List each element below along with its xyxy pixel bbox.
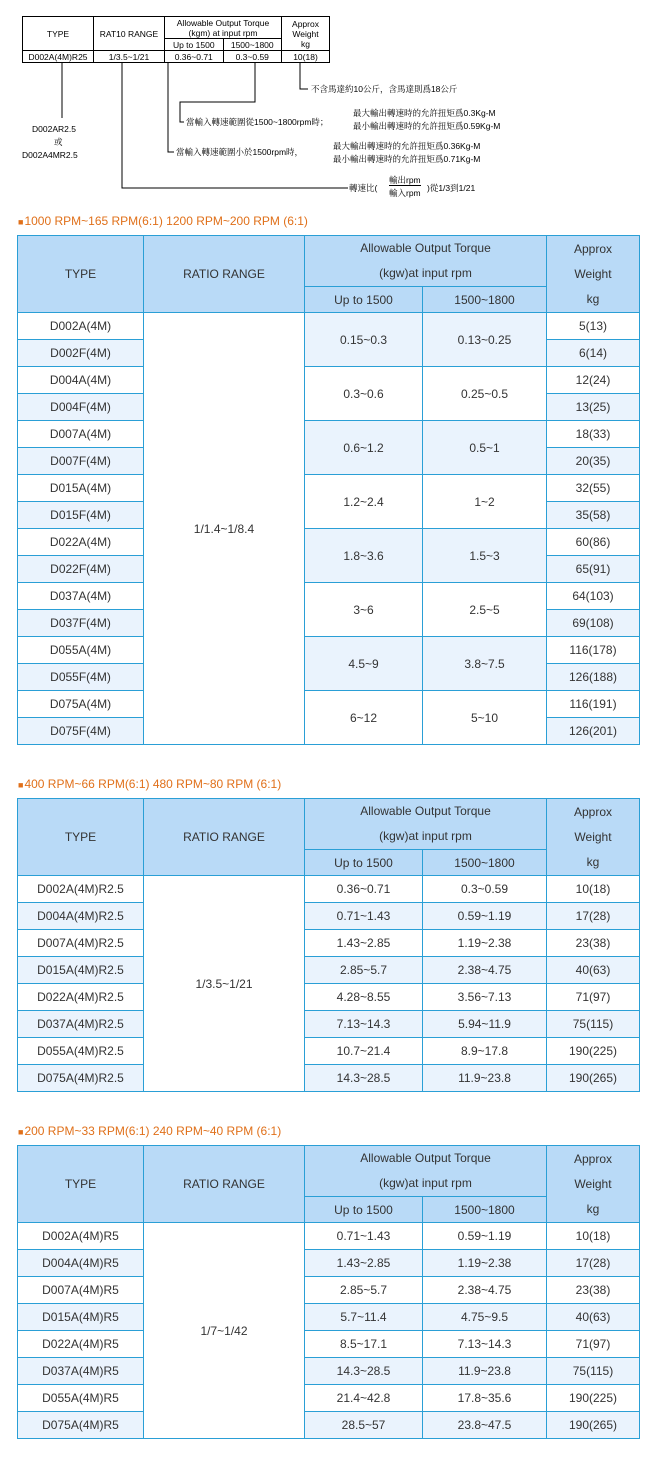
mini-header-sub1: Up to 1500 — [165, 39, 224, 51]
weight-cell: 40(63) — [547, 957, 640, 984]
header-torque — [305, 1146, 547, 1197]
header-ratio-range: RATIO RANGE — [144, 799, 305, 876]
header-type: TYPE — [18, 236, 144, 313]
torque-up-to-1500-cell: 21.4~42.8 — [305, 1385, 423, 1412]
weight-cell: 18(33) — [547, 421, 640, 448]
weight-cell: 65(91) — [547, 556, 640, 583]
type-cell: D007A(4M)R2.5 — [18, 930, 144, 957]
type-cell: D055F(4M) — [18, 664, 144, 691]
torque-1500-1800-cell: 1~2 — [423, 475, 547, 529]
header-up-to-1500: Up to 1500 — [305, 850, 423, 876]
mini-cell-ratio: 1/3.5~1/21 — [94, 51, 165, 63]
type-cell: D055A(4M)R2.5 — [18, 1038, 144, 1065]
type-cell: D075A(4M)R2.5 — [18, 1065, 144, 1092]
torque-1500-1800-cell: 1.19~2.38 — [423, 1250, 547, 1277]
mini-header-torque-line1: Allowable Output Torque — [176, 17, 270, 28]
torque-up-to-1500-cell: 10.7~21.4 — [305, 1038, 423, 1065]
torque-up-to-1500-cell: 1.8~3.6 — [305, 529, 423, 583]
low-speed-note: 當輸入轉速範圍小於1500rpm時， — [176, 147, 304, 157]
table-row — [18, 1304, 640, 1331]
mini-header-weight-line2: Weight — [292, 28, 319, 39]
torque-1500-1800-cell: 11.9~23.8 — [423, 1358, 547, 1385]
table-row — [18, 1358, 640, 1385]
torque-up-to-1500-cell: 1.43~2.85 — [305, 930, 423, 957]
weight-cell: 69(108) — [547, 610, 640, 637]
spec-table-2 — [17, 798, 640, 1092]
torque-up-to-1500-cell: 5.7~11.4 — [305, 1304, 423, 1331]
weight-cell: 40(63) — [547, 1304, 640, 1331]
table-row — [18, 1412, 640, 1439]
bullet-square-icon: ■ — [18, 780, 24, 790]
torque-up-to-1500-cell: 0.6~1.2 — [305, 421, 423, 475]
torque-1500-1800-cell: 5~10 — [423, 691, 547, 745]
bullet-square-icon: ■ — [18, 1127, 24, 1137]
table-row — [18, 583, 640, 610]
header-weight-line2: Weight — [574, 266, 612, 281]
weight-cell: 23(38) — [547, 930, 640, 957]
torque-up-to-1500-cell: 8.5~17.1 — [305, 1331, 423, 1358]
type-cell: D007F(4M) — [18, 448, 144, 475]
weight-cell: 75(115) — [547, 1011, 640, 1038]
type-cell: D022A(4M)R5 — [18, 1331, 144, 1358]
torque-1500-1800-cell: 1.19~2.38 — [423, 930, 547, 957]
spec-table-1 — [17, 235, 640, 745]
ratio-range-cell: 1/7~1/42 — [144, 1223, 305, 1439]
table-row — [18, 1038, 640, 1065]
mini-header-weight-line1: Approx — [292, 18, 319, 29]
ratio-range-cell: 1/1.4~1/8.4 — [144, 313, 305, 745]
weight-cell: 116(191) — [547, 691, 640, 718]
table-row — [18, 1250, 640, 1277]
torque-1500-1800-cell: 7.13~14.3 — [423, 1331, 547, 1358]
torque-up-to-1500-cell: 4.28~8.55 — [305, 984, 423, 1011]
weight-cell: 10(18) — [547, 1223, 640, 1250]
type-cell: D037A(4M)R2.5 — [18, 1011, 144, 1038]
type-cell: D002F(4M) — [18, 340, 144, 367]
spec-table-2-body — [18, 876, 640, 1092]
weight-cell: 190(225) — [547, 1385, 640, 1412]
mini-cell-t2: 0.3~0.59 — [223, 51, 282, 63]
low-speed-max: 最大輸出轉速時的允許扭矩爲0.36Kg-M — [333, 141, 481, 151]
header-torque-line1: Allowable Output Torque — [360, 241, 491, 255]
table-row — [18, 984, 640, 1011]
torque-1500-1800-cell: 1.5~3 — [423, 529, 547, 583]
type-cell: D007A(4M) — [18, 421, 144, 448]
weight-cell: 32(55) — [547, 475, 640, 502]
torque-up-to-1500-cell: 2.85~5.7 — [305, 957, 423, 984]
table-row — [18, 313, 640, 340]
header-weight — [547, 799, 640, 876]
type-cell: D004A(4M)R5 — [18, 1250, 144, 1277]
weight-cell: 75(115) — [547, 1358, 640, 1385]
type-cell: D002A(4M) — [18, 313, 144, 340]
header-weight-line1: Approx — [573, 241, 613, 256]
type-cell: D075F(4M) — [18, 718, 144, 745]
mini-header-torque-line2: (kgm) at input rpm — [188, 27, 258, 38]
header-torque-line1: Allowable Output Torque — [360, 804, 491, 818]
weight-cell: 10(18) — [547, 876, 640, 903]
torque-up-to-1500-cell: 6~12 — [305, 691, 423, 745]
type-cell: D055A(4M) — [18, 637, 144, 664]
model-name-or: 或 — [54, 137, 63, 147]
weight-cell: 60(86) — [547, 529, 640, 556]
torque-up-to-1500-cell: 0.71~1.43 — [305, 903, 423, 930]
weight-cell: 190(225) — [547, 1038, 640, 1065]
header-torque-line2: (kgw)at input rpm — [379, 1176, 472, 1190]
weight-note: 不含馬達約10公斤，含馬達則爲18公斤 — [311, 84, 458, 94]
weight-cell: 6(14) — [547, 340, 640, 367]
torque-1500-1800-cell: 11.9~23.8 — [423, 1065, 547, 1092]
torque-up-to-1500-cell: 1.2~2.4 — [305, 475, 423, 529]
torque-1500-1800-cell: 23.8~47.5 — [423, 1412, 547, 1439]
type-cell: D037A(4M) — [18, 583, 144, 610]
header-1500-1800: 1500~1800 — [423, 287, 547, 313]
explanation-diagram — [0, 0, 648, 215]
weight-cell: 71(97) — [547, 1331, 640, 1358]
model-name-b: D002A4MR2.5 — [22, 150, 78, 160]
table-row — [18, 903, 640, 930]
spec-table-3-body — [18, 1223, 640, 1439]
torque-1500-1800-cell: 2.5~5 — [423, 583, 547, 637]
type-cell: D007A(4M)R5 — [18, 1277, 144, 1304]
header-torque-line2: (kgw)at input rpm — [379, 829, 472, 843]
mini-header-type: TYPE — [23, 17, 94, 51]
weight-cell: 20(35) — [547, 448, 640, 475]
torque-1500-1800-cell: 2.38~4.75 — [423, 1277, 547, 1304]
torque-1500-1800-cell: 5.94~11.9 — [423, 1011, 547, 1038]
header-up-to-1500: Up to 1500 — [305, 287, 423, 313]
type-cell: D037F(4M) — [18, 610, 144, 637]
table-row — [18, 691, 640, 718]
weight-cell: 126(201) — [547, 718, 640, 745]
header-weight-line1: Approx — [573, 804, 613, 819]
weight-cell: 17(28) — [547, 903, 640, 930]
table-row — [18, 876, 640, 903]
low-speed-min: 最小輸出轉速時的允許扭矩爲0.71Kg-M — [333, 154, 481, 164]
mini-cell-t1: 0.36~0.71 — [165, 51, 224, 63]
torque-up-to-1500-cell: 3~6 — [305, 583, 423, 637]
header-weight — [547, 1146, 640, 1223]
weight-cell: 190(265) — [547, 1065, 640, 1092]
torque-up-to-1500-cell: 2.85~5.7 — [305, 1277, 423, 1304]
type-cell: D004A(4M)R2.5 — [18, 903, 144, 930]
type-cell: D075A(4M) — [18, 691, 144, 718]
torque-1500-1800-cell: 2.38~4.75 — [423, 957, 547, 984]
header-ratio-range: RATIO RANGE — [144, 1146, 305, 1223]
header-weight — [547, 236, 640, 313]
table-row — [18, 930, 640, 957]
ratio-note-suffix: )從1/3到1/21 — [427, 183, 476, 193]
table-row — [18, 1331, 640, 1358]
type-cell: D055A(4M)R5 — [18, 1385, 144, 1412]
weight-cell: 116(178) — [547, 637, 640, 664]
weight-cell: 12(24) — [547, 367, 640, 394]
weight-cell: 126(188) — [547, 664, 640, 691]
table-row — [18, 1277, 640, 1304]
type-cell: D015A(4M)R2.5 — [18, 957, 144, 984]
torque-1500-1800-cell: 0.13~0.25 — [423, 313, 547, 367]
weight-cell: 5(13) — [547, 313, 640, 340]
torque-up-to-1500-cell: 14.3~28.5 — [305, 1358, 423, 1385]
header-up-to-1500: Up to 1500 — [305, 1197, 423, 1223]
header-torque-line2: (kgw)at input rpm — [379, 266, 472, 280]
table-row — [18, 637, 640, 664]
type-cell: D004A(4M) — [18, 367, 144, 394]
table-row — [18, 421, 640, 448]
type-cell: D022A(4M) — [18, 529, 144, 556]
table-row — [18, 1223, 640, 1250]
section-2-title-text: 400 RPM~66 RPM(6:1) 480 RPM~80 RPM (6:1) — [24, 777, 282, 791]
weight-cell: 64(103) — [547, 583, 640, 610]
ratio-note-denominator: 輸入rpm — [389, 188, 421, 198]
header-type: TYPE — [18, 799, 144, 876]
type-cell: D022A(4M)R2.5 — [18, 984, 144, 1011]
torque-1500-1800-cell: 0.59~1.19 — [423, 903, 547, 930]
header-torque-line1: Allowable Output Torque — [360, 1151, 491, 1165]
section-1-title — [18, 214, 308, 228]
header-weight-line3: kg — [586, 854, 600, 869]
type-cell: D004F(4M) — [18, 394, 144, 421]
torque-1500-1800-cell: 8.9~17.8 — [423, 1038, 547, 1065]
section-3-title — [18, 1124, 281, 1138]
torque-1500-1800-cell: 3.8~7.5 — [423, 637, 547, 691]
model-name-a: D002AR2.5 — [32, 124, 76, 134]
high-speed-max: 最大輸出轉速時的允許扭矩爲0.3Kg-M — [353, 108, 496, 118]
header-1500-1800: 1500~1800 — [423, 1197, 547, 1223]
header-weight-line2: Weight — [574, 829, 612, 844]
torque-1500-1800-cell: 0.25~0.5 — [423, 367, 547, 421]
type-cell: D015A(4M) — [18, 475, 144, 502]
torque-up-to-1500-cell: 0.36~0.71 — [305, 876, 423, 903]
table-row — [18, 957, 640, 984]
header-weight-line2: Weight — [574, 1176, 612, 1191]
bullet-square-icon: ■ — [18, 217, 24, 227]
torque-up-to-1500-cell: 0.15~0.3 — [305, 313, 423, 367]
header-weight-line1: Approx — [573, 1151, 613, 1166]
mini-cell-weight: 10(18) — [282, 51, 330, 63]
torque-up-to-1500-cell: 28.5~57 — [305, 1412, 423, 1439]
type-cell: D075A(4M)R5 — [18, 1412, 144, 1439]
torque-up-to-1500-cell: 0.3~0.6 — [305, 367, 423, 421]
weight-cell: 71(97) — [547, 984, 640, 1011]
mini-header-sub2: 1500~1800 — [223, 39, 282, 51]
torque-up-to-1500-cell: 1.43~2.85 — [305, 1250, 423, 1277]
header-1500-1800: 1500~1800 — [423, 850, 547, 876]
ratio-note-prefix: 轉速比( — [349, 183, 378, 193]
type-cell: D002A(4M)R2.5 — [18, 876, 144, 903]
torque-1500-1800-cell: 0.5~1 — [423, 421, 547, 475]
header-ratio-range: RATIO RANGE — [144, 236, 305, 313]
torque-up-to-1500-cell: 4.5~9 — [305, 637, 423, 691]
torque-1500-1800-cell: 4.75~9.5 — [423, 1304, 547, 1331]
table-row — [18, 1065, 640, 1092]
torque-up-to-1500-cell: 14.3~28.5 — [305, 1065, 423, 1092]
section-1-title-text: 1000 RPM~165 RPM(6:1) 1200 RPM~200 RPM (6:1) — [24, 214, 308, 228]
type-cell: D022F(4M) — [18, 556, 144, 583]
torque-1500-1800-cell: 0.59~1.19 — [423, 1223, 547, 1250]
mini-header-ratio: RAT10 RANGE — [94, 17, 165, 51]
header-torque — [305, 236, 547, 287]
weight-cell: 35(58) — [547, 502, 640, 529]
torque-1500-1800-cell: 3.56~7.13 — [423, 984, 547, 1011]
type-cell: D015A(4M)R5 — [18, 1304, 144, 1331]
spec-table-1-body — [18, 313, 640, 745]
mini-cell-type: D002A(4M)R25 — [23, 51, 94, 63]
torque-1500-1800-cell: 17.8~35.6 — [423, 1385, 547, 1412]
table-row — [18, 475, 640, 502]
section-2-title — [18, 777, 281, 791]
ratio-range-cell: 1/3.5~1/21 — [144, 876, 305, 1092]
high-speed-min: 最小輸出轉速時的允許扭矩爲0.59Kg-M — [353, 121, 501, 131]
section-3-title-text: 200 RPM~33 RPM(6:1) 240 RPM~40 RPM (6:1) — [24, 1124, 282, 1138]
callout-lines — [0, 0, 648, 215]
spec-table-3 — [17, 1145, 640, 1439]
weight-cell: 23(38) — [547, 1277, 640, 1304]
weight-cell: 13(25) — [547, 394, 640, 421]
mini-header-weight-line3: kg — [301, 38, 310, 49]
header-weight-line3: kg — [586, 1201, 600, 1216]
weight-cell: 190(265) — [547, 1412, 640, 1439]
type-cell: D015F(4M) — [18, 502, 144, 529]
torque-up-to-1500-cell: 0.71~1.43 — [305, 1223, 423, 1250]
header-type: TYPE — [18, 1146, 144, 1223]
table-row — [18, 529, 640, 556]
header-torque — [305, 799, 547, 850]
type-cell: D037A(4M)R5 — [18, 1358, 144, 1385]
torque-up-to-1500-cell: 7.13~14.3 — [305, 1011, 423, 1038]
table-row — [18, 1385, 640, 1412]
weight-cell: 17(28) — [547, 1250, 640, 1277]
high-speed-note: 當輸入轉速範圍從1500~1800rpm時； — [186, 117, 329, 127]
header-weight-line3: kg — [586, 291, 600, 306]
table-row — [18, 1011, 640, 1038]
table-row — [18, 367, 640, 394]
torque-1500-1800-cell: 0.3~0.59 — [423, 876, 547, 903]
ratio-note-numerator: 輸出rpm — [389, 175, 421, 185]
type-cell: D002A(4M)R5 — [18, 1223, 144, 1250]
